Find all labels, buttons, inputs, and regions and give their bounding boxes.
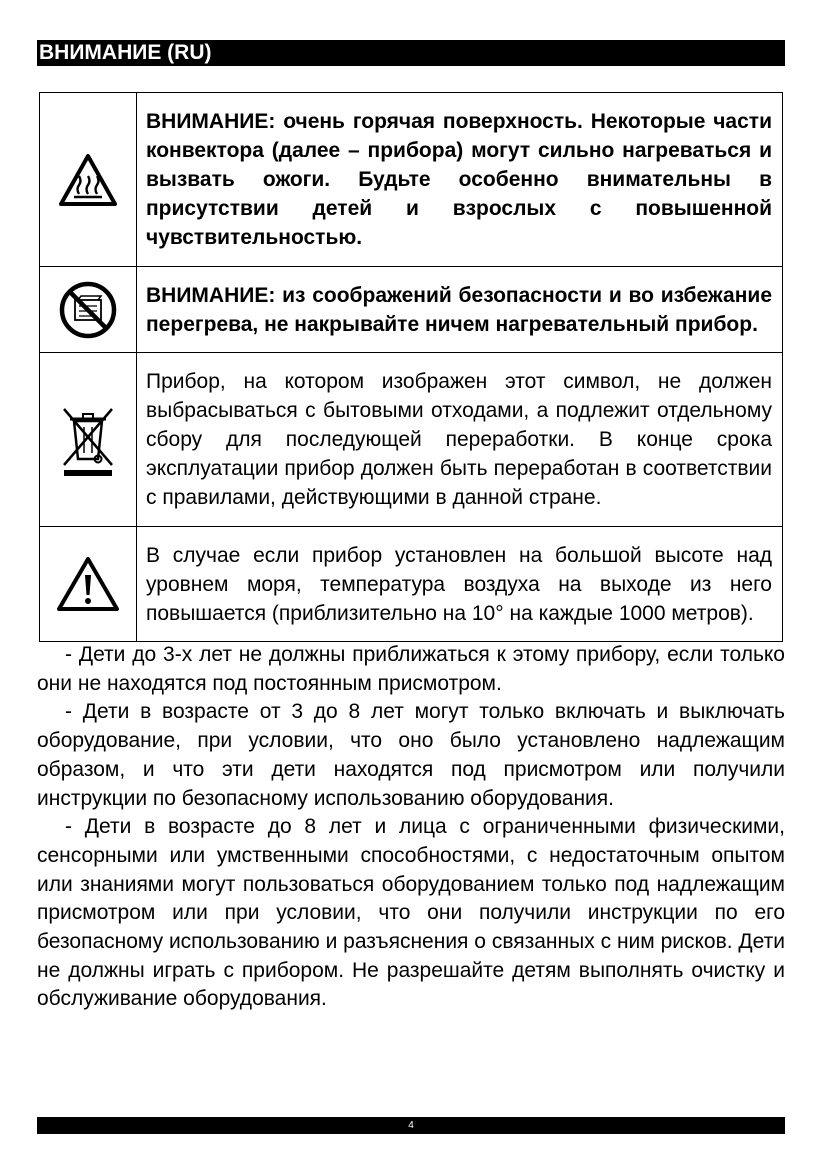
warning-row	[40, 527, 783, 642]
body-text	[37, 641, 785, 1014]
paragraph: - Дети до 3-х лет не должны приближаться к этому прибору, если только они не находятся под постоянным присмотром.	[37, 643, 785, 695]
do-not-cover-icon	[58, 280, 118, 340]
page-number: 4	[408, 1120, 414, 1131]
warning-triangle-icon	[55, 555, 121, 613]
warning-row	[40, 267, 783, 353]
warning-row	[40, 93, 783, 267]
warning-text: В случае если прибор установлен на большой высоте над уровнем моря, температура воздуха на выходе из него повышается (приблизительно на 10° на каждые 1000 метров).	[137, 527, 783, 642]
hot-surface-icon	[57, 152, 119, 208]
warning-row	[40, 353, 783, 527]
warning-text: ВНИМАНИЕ: из соображений безопасности и во избежание перегрева, не накрывайте ничем нагревательный прибор.	[137, 267, 783, 353]
crossed-bin-icon	[58, 401, 118, 479]
section-header	[37, 40, 785, 66]
section-title: ВНИМАНИЕ (RU)	[39, 41, 212, 64]
warning-text: ВНИМАНИЕ: очень горячая поверхность. Некоторые части конвектора (далее – прибора) могут сильно нагреваться и вызвать ожоги. Будьте особенно внимательны в присутствии детей и взрослых с повышенной чувствительностью.	[137, 93, 783, 267]
paragraph: - Дети в возрасте до 8 лет и лица с ограниченными физическими, сенсорными или умственными способностями, с недостаточным опытом или знаниями могут пользоваться оборудованием только под надлежащим присмотром или при условии, что они получили инструкции по его безопасному использованию и разъяснения о связанных с ним рисков. Дети не должны играть с прибором. Не разрешайте детям выполнять очистку и обслуживание оборудования.	[37, 815, 785, 1011]
page-footer	[37, 1117, 785, 1134]
warnings-table	[39, 92, 783, 642]
paragraph: - Дети в возрасте от 3 до 8 лет могут только включать и выключать оборудование, при условии, что оно было установлено надлежащим образом, и что эти дети находятся под присмотром или получили инструкции по безопасному использованию оборудования.	[37, 700, 785, 810]
warning-text: Прибор, на котором изображен этот символ, не должен выбрасываться с бытовыми отходами, а подлежит отдельному сбору для последующей переработки. В конце срока эксплуатации прибор должен быть переработан в соответствии с правилами, действующими в данной стране.	[137, 353, 783, 527]
